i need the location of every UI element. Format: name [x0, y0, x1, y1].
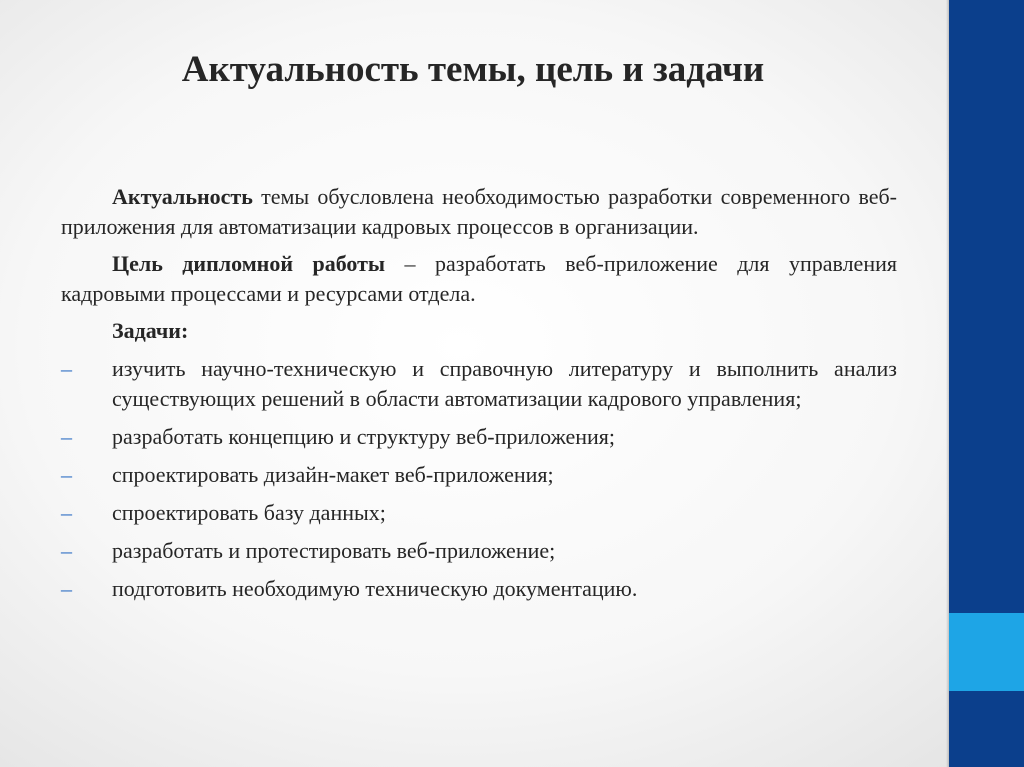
slide-title: Актуальность темы, цель и задачи: [181, 49, 765, 90]
task-text: спроектировать дизайн-макет веб-приложения;: [112, 462, 554, 487]
goal-label: Цель дипломной работы: [112, 251, 386, 276]
task-item: [61, 354, 897, 414]
slide-body: [61, 182, 897, 612]
relevance-label: Актуальность: [112, 184, 253, 209]
task-item: [61, 574, 897, 604]
task-item: [61, 422, 897, 452]
relevance-paragraph: [61, 182, 897, 242]
task-text: спроектировать базу данных;: [112, 500, 386, 525]
tasks-heading: Задачи:: [112, 318, 189, 343]
task-text: разработать концепцию и структуру веб-приложения;: [112, 424, 616, 449]
dash-bullet-icon: –: [61, 576, 72, 601]
dash-bullet-icon: –: [61, 462, 72, 487]
task-item: [61, 498, 897, 528]
task-item: [61, 536, 897, 566]
task-item: [61, 460, 897, 490]
task-list: [61, 354, 897, 604]
task-text: подготовить необходимую техническую документацию.: [112, 576, 638, 601]
dash-bullet-icon: –: [61, 500, 72, 525]
task-text: изучить научно-техническую и справочную литературу и выполнить анализ существующих решений в области автоматизации кадрового управления;: [112, 356, 897, 411]
goal-paragraph: [61, 249, 897, 309]
relevance-text: темы обусловлена необходимостью разработки современного веб-приложения для автоматизации кадровых процессов в организации.: [61, 184, 897, 239]
dash-bullet-icon: –: [61, 538, 72, 563]
goal-text: – разработать веб-приложение для управления кадровыми процессами и ресурсами отдела.: [61, 251, 897, 306]
dash-bullet-icon: –: [61, 424, 72, 449]
sidebar-accent-block: [949, 613, 1024, 691]
task-text: разработать и протестировать веб-приложение;: [112, 538, 556, 563]
dash-bullet-icon: –: [61, 356, 72, 381]
